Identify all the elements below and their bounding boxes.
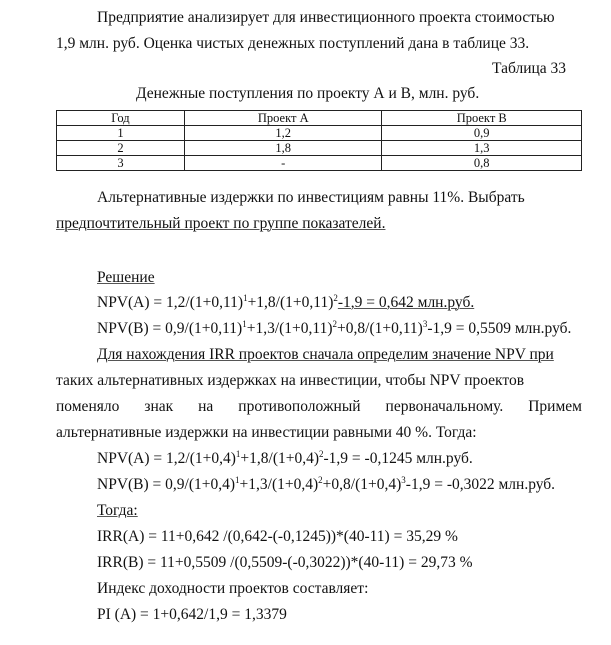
irr-intro-line-3: поменяло знак на противоположный первоначальному. Примем: [56, 398, 582, 415]
table-cell: 2: [57, 141, 185, 156]
task-line-2: предпочтительный проект по группе показателей.: [56, 215, 386, 232]
pi-intro: Индекс доходности проектов составляет:: [97, 580, 369, 597]
header-year: Год: [57, 111, 185, 126]
table-cell: 1,2: [184, 126, 382, 141]
table-row: [57, 126, 582, 141]
header-project-b: Проект В: [382, 111, 582, 126]
irr-intro-line-2: таких альтернативных издержках на инвестиции, чтобы NPV проектов: [56, 372, 525, 389]
table-label: Таблица 33: [492, 60, 567, 77]
table-header-row: [57, 111, 582, 126]
table-cell: 0,8: [382, 156, 582, 171]
irr-b-formula: IRR(B) = 11+0,5509 /(0,5509-(-0,3022))*(40-11) = 29,73 %: [97, 554, 473, 571]
table-cell: 1: [57, 126, 185, 141]
pi-a-formula: PI (A) = 1+0,642/1,9 = 1,3379: [97, 606, 287, 623]
header-project-a: Проект А: [184, 111, 382, 126]
then-label: Тогда:: [97, 502, 138, 519]
solution-heading: Решение: [97, 269, 155, 286]
cash-flow-table: [56, 110, 582, 171]
npv-a-40-formula: $NPV(A) = 1,2/(1+0,4)^1+1,8/(1+0,4)^2-1,9 = -0,1245$ млн.руб.: [97, 448, 473, 467]
irr-intro-line-1: Для нахождения IRR проектов сначала определим значение NPV при: [97, 346, 554, 363]
table-row: [57, 156, 582, 171]
table-cell: 3: [57, 156, 185, 171]
intro-line-1: Предприятие анализирует для инвестиционного проекта стоимостью: [97, 9, 555, 26]
npv-b-40-formula: $NPV(B) = 0,9/(1+0,4)^1+1,3/(1+0,4)^2+0,8/(1+0,4)^3-1,9 = -0,3022$ млн.руб.: [97, 474, 556, 493]
table-cell: 1,8: [184, 141, 382, 156]
table-caption: Денежные поступления по проекту А и В, млн. руб.: [136, 85, 480, 102]
table-cell: -: [184, 156, 382, 171]
table-cell: 0,9: [382, 126, 582, 141]
table-cell: 1,3: [382, 141, 582, 156]
table-row: [57, 141, 582, 156]
intro-line-2: 1,9 млн. руб. Оценка чистых денежных поступлений дана в таблице 33.: [56, 35, 530, 52]
task-line-1: Альтернативные издержки по инвестициям равны 11%. Выбрать: [97, 189, 525, 206]
npv-a-11-formula: $NPV(A) = 1,2/(1+0,11)^1+1,8/(1+0,11)^2-1,9 = 0,642$ млн.руб.: [97, 292, 475, 311]
irr-a-formula: IRR(A) = 11+0,642 /(0,642-(-0,1245))*(40-11) = 35,29 %: [97, 528, 458, 545]
npv-b-11-formula: $NPV(B) = 0,9/(1+0,11)^1+1,3/(1+0,11)^2+0,8/(1+0,11)^3-1,9 = 0,5509$ млн.руб.: [97, 318, 572, 337]
irr-intro-line-4: альтернативные издержки на инвестиции равными 40 %. Тогда:: [56, 424, 477, 441]
